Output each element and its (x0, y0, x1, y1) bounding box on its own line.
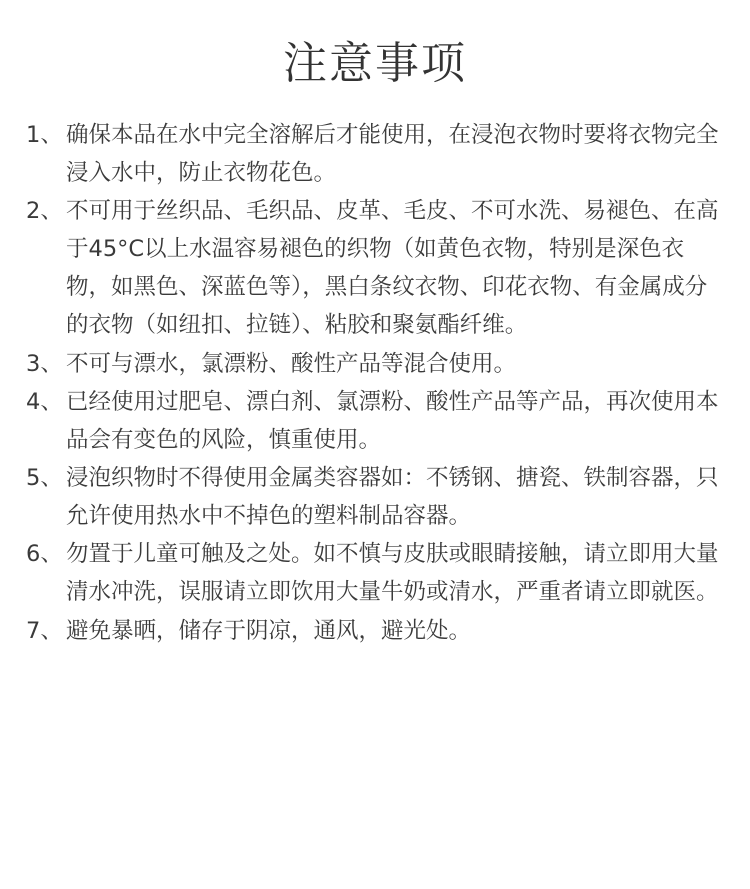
note-text: 确保本品在水中完全溶解后才能使用，在浸泡衣物时要将衣物完全浸入水中，防止衣物花色。 (66, 122, 719, 186)
note-item (26, 612, 726, 650)
note-item (26, 535, 726, 611)
page-title: 注意事项 (283, 38, 467, 89)
note-number: 5、 (26, 465, 63, 492)
note-text: 浸泡织物时不得使用金属类容器如：不锈钢、搪瓷、铁制容器，只允许使用热水中不掉色的塑料制品容器。 (66, 465, 719, 530)
note-number: 1、 (26, 122, 63, 148)
note-item (26, 383, 726, 459)
note-text: 不可与漂水，氯漂粉、酸性产品等混合使用。 (66, 350, 517, 377)
note-number: 4、 (26, 388, 63, 415)
note-item (26, 192, 726, 344)
note-item (26, 345, 726, 383)
note-number: 3、 (26, 350, 63, 377)
note-number: 6、 (26, 541, 63, 568)
note-text: 勿置于儿童可触及之处。如不慎与皮肤或眼睛接触，请立即用大量清水冲洗，误服请立即饮用大量牛奶或清水，严重者请立即就医。 (66, 541, 719, 606)
note-item (26, 116, 726, 192)
notes-list (26, 116, 726, 650)
note-text: 避免暴晒，储存于阴凉，通风，避光处。 (66, 617, 472, 644)
note-number: 2、 (26, 198, 63, 225)
note-text: 不可用于丝织品、毛织品、皮革、毛皮、不可水洗、易褪色、在高于45°C以上水温容易褪色的织物（如黄色衣物，特别是深色衣物，如黑色、深蓝色等），黑白条纹衣物、印花衣物、有金属成分的衣物（如纽扣、拉链）、粘胶和聚氨酯纤维。 (66, 198, 719, 339)
note-item (26, 459, 726, 535)
note-number: 7、 (26, 617, 63, 644)
note-text: 已经使用过肥皂、漂白剂、氯漂粉、酸性产品等产品，再次使用本品会有变色的风险，慎重使用。 (66, 388, 719, 453)
